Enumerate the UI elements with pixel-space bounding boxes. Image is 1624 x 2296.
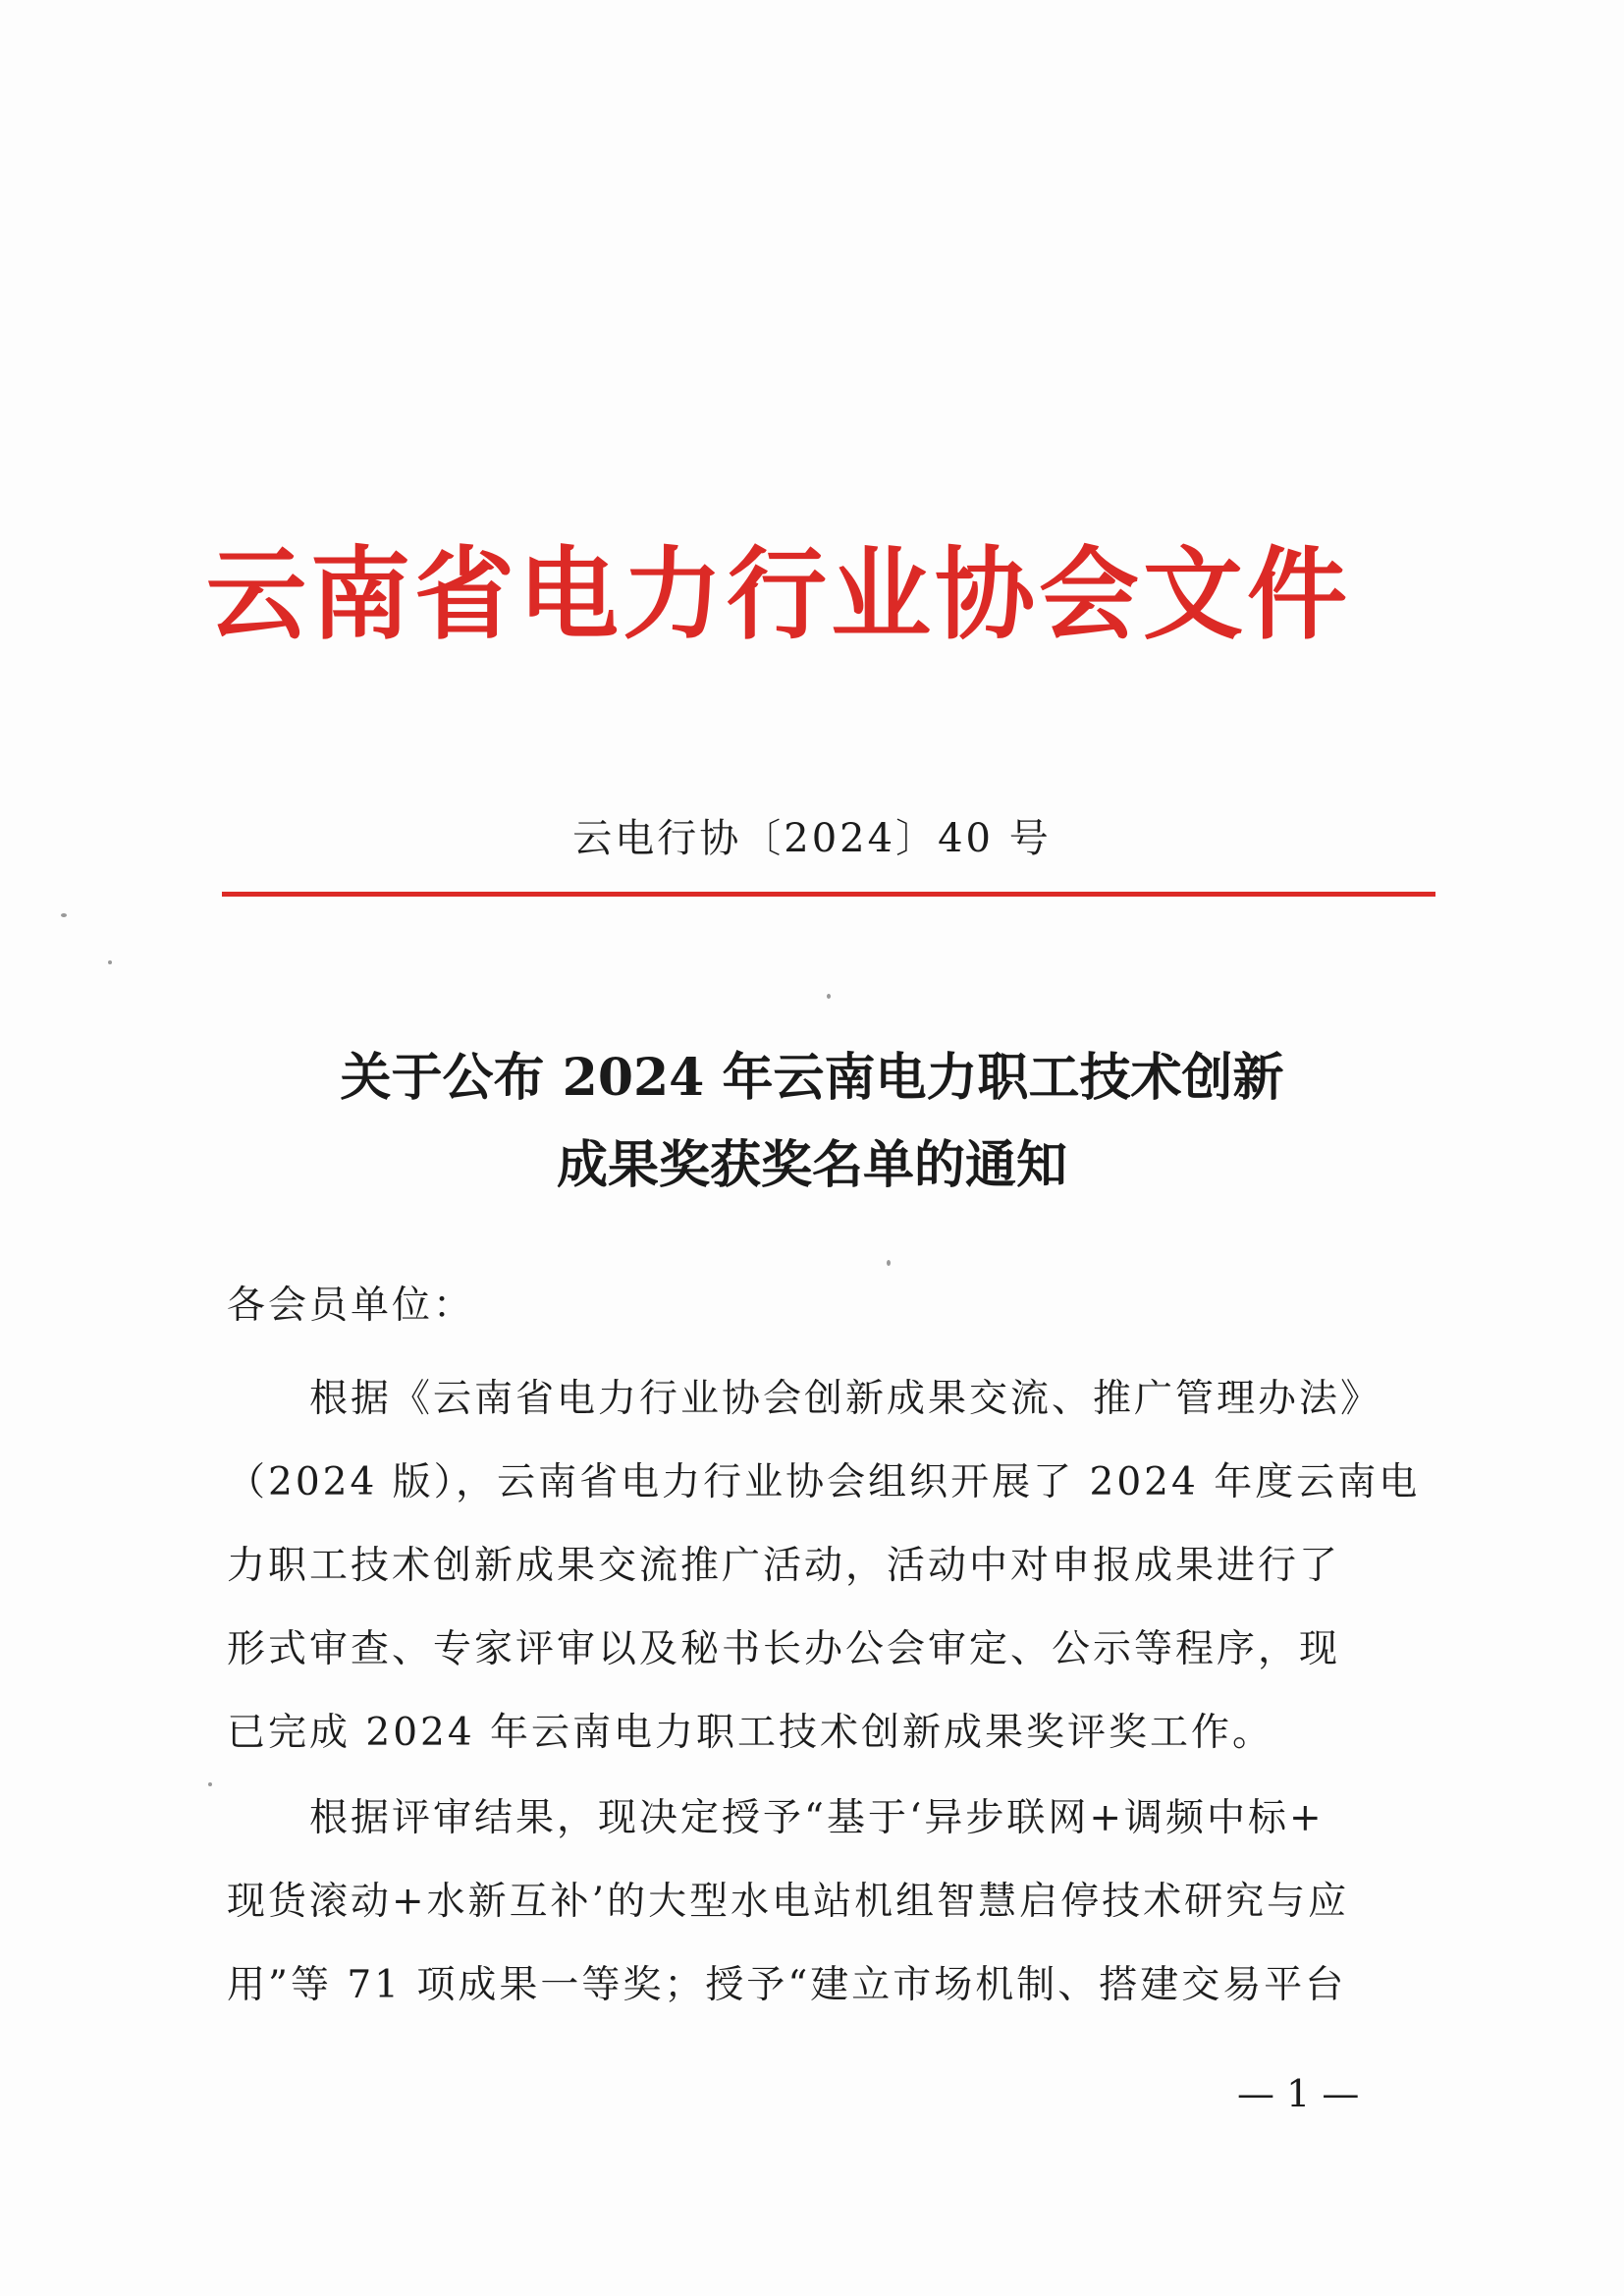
paragraph-line: 用”等 71 项成果一等奖；授予“建立市场机制、搭建交易平台 <box>227 1963 1347 2007</box>
paragraph-line: 力职工技术创新成果交流推广活动，活动中对申报成果进行了 <box>227 1544 1341 1588</box>
salutation: 各会员单位： <box>227 1284 475 1328</box>
paragraph-line: 根据《云南省电力行业协会创新成果交流、推广管理办法》 <box>227 1377 1382 1421</box>
paragraph-line: 现货滚动+水新互补’的大型水电站机组智慧启停技术研究与应 <box>227 1880 1350 1924</box>
notice-title-line: 成果奖获奖名单的通知 <box>556 1135 1067 1195</box>
issuer-header-title: 云南省电力行业协会文件 <box>206 536 1351 654</box>
document-number: 云电行协〔2024〕40 号 <box>572 816 1052 861</box>
notice-title-line: 关于公布 2024 年云南电力职工技术创新 <box>340 1048 1284 1108</box>
paragraph-line: （2024 版），云南省电力行业协会组织开展了 2024 年度云南电 <box>227 1460 1421 1504</box>
scan-speck <box>827 994 831 999</box>
page-number: — 1 — <box>1237 2072 1360 2115</box>
notice-title <box>0 1034 1624 1209</box>
paragraph-line: 已完成 2024 年云南电力职工技术创新成果奖评奖工作。 <box>227 1711 1274 1755</box>
body-paragraph-1 <box>227 1357 1435 1775</box>
scan-speck <box>108 960 112 964</box>
red-separator-line <box>222 892 1435 897</box>
paragraph-line: 形式审查、专家评审以及秘书长办公会审定、公示等程序，现 <box>227 1627 1341 1671</box>
scan-speck <box>208 1782 212 1786</box>
body-paragraph-2 <box>227 1777 1435 2027</box>
scan-speck <box>61 913 67 917</box>
scan-speck <box>887 1260 891 1266</box>
paragraph-line: 根据评审结果，现决定授予“基于‘异步联网+调频中标+ <box>227 1796 1325 1840</box>
